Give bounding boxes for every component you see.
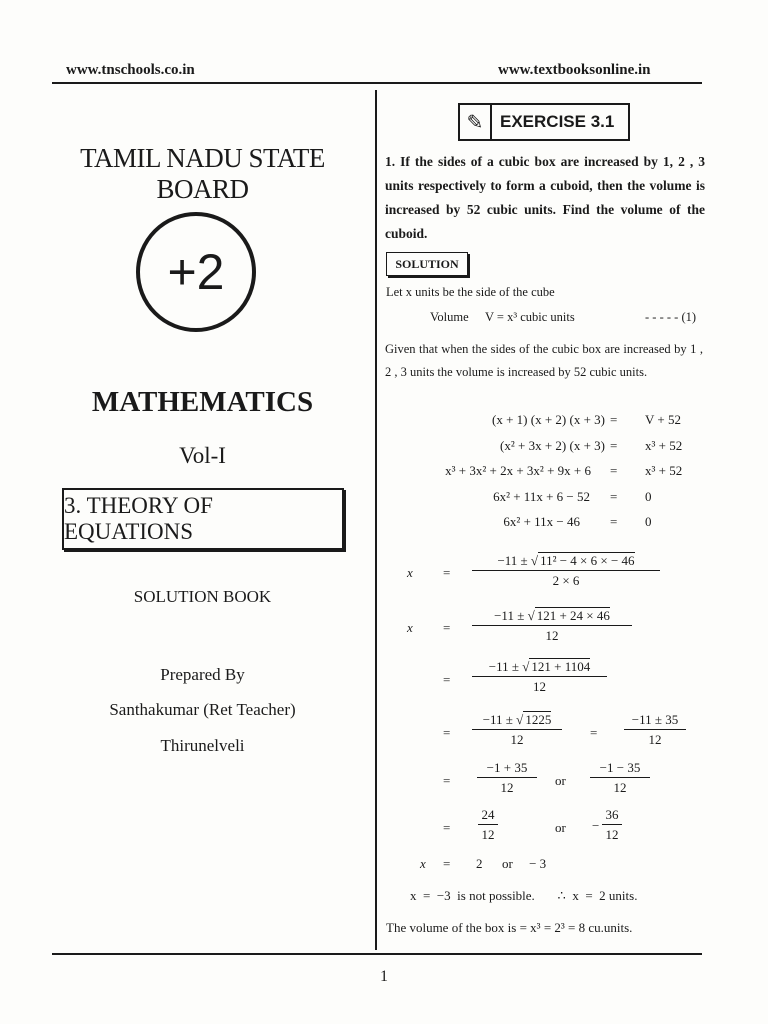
book-type: SOLUTION BOOK <box>133 587 272 606</box>
fraction: $\frac{-11 \pm √ 121 + 1104}{12}$ <box>472 659 607 695</box>
numerator: 24 <box>478 807 498 825</box>
variable-x: x <box>420 856 426 871</box>
equals-sign: = <box>590 725 598 740</box>
numerator-prefix: −11 ± <box>494 608 525 623</box>
radicand: 121 + 24 × 46 <box>536 608 610 623</box>
equation-rhs: V + 52 <box>645 412 681 427</box>
author-place: Thirunelveli <box>160 736 245 755</box>
numerator: −11 ± 35 <box>624 712 686 730</box>
radicand: 11² − 4 × 6 × − 46 <box>540 553 635 568</box>
equation-lhs: (x + 1) (x + 2) (x + 3) <box>492 412 605 427</box>
let-statement: Let x units be the side of the cube <box>386 285 555 299</box>
radicand: 121 + 1104 <box>531 659 591 674</box>
denominator: 12 <box>613 780 627 795</box>
given-paragraph: Given that when the sides of the cubic box are increased by 1 , 2 , 3 units the volume is increased by 52 cubic units. <box>385 342 703 379</box>
fraction <box>624 712 686 748</box>
chapter-box <box>62 488 344 550</box>
grade-label: +2 <box>167 244 225 300</box>
equals-sign: = <box>443 725 451 740</box>
page-number: 1 <box>380 968 388 985</box>
header-left-site: www.tnschools.co.in <box>66 62 195 78</box>
equation-lhs: (x² + 3x + 2) (x + 3) <box>500 438 605 453</box>
column-divider <box>375 90 377 950</box>
denominator: 2 × 6 <box>552 573 580 588</box>
equation-op: = <box>610 514 618 529</box>
grade-circle <box>136 212 256 332</box>
minus-sign: − <box>592 818 600 833</box>
denominator: 12 <box>533 679 546 694</box>
numerator: 36 <box>602 807 622 825</box>
denominator: 12 <box>481 827 495 842</box>
chapter-title: 3. THEORY OF EQUATIONS <box>64 493 213 544</box>
equation-rhs: x³ + 52 <box>645 438 683 453</box>
pencil-icon: ✎ <box>460 105 492 139</box>
equals-sign: = <box>443 820 451 835</box>
exercise-box <box>458 103 630 141</box>
equation-op: = <box>610 463 618 478</box>
equation-op: = <box>610 438 618 453</box>
equals-sign: = <box>443 856 451 871</box>
fraction <box>477 760 537 796</box>
equation-lhs: x³ + 3x² + 2x + 3x² + 9x + 6 <box>445 463 591 478</box>
numerator-prefix: −11 ± <box>488 659 519 674</box>
denominator: 12 <box>545 628 559 643</box>
header-rule <box>52 82 702 84</box>
variable-x: x <box>407 620 413 635</box>
volume-word: Volume <box>430 310 469 324</box>
denominator: 12 <box>605 827 619 842</box>
fraction: $\frac{-11 \pm √ 1225}{12}$ <box>472 712 562 748</box>
roots: 2 or − 3 <box>476 856 547 871</box>
or-word: or <box>555 773 566 788</box>
volume-label: Vol-I <box>179 443 226 468</box>
fraction: $\frac{-11 \pm √ 121 + 24 \times 46}{12}$ <box>472 608 632 644</box>
author-name: Santhakumar (Ret Teacher) <box>109 700 296 719</box>
final-answer: The volume of the box is = x³ = 2³ = 8 cu.units. <box>386 920 633 935</box>
denominator: 12 <box>648 732 662 747</box>
fraction <box>478 807 498 843</box>
equals-sign: = <box>443 565 451 580</box>
denominator: 12 <box>500 780 514 795</box>
prepared-by: Prepared By <box>160 665 245 684</box>
equation-ref: - - - - - (1) <box>645 310 697 324</box>
fraction <box>602 807 622 843</box>
conclusion: x = −3 is not possible. ∴ x = 2 units. <box>410 888 638 903</box>
numerator: −1 − 35 <box>590 760 650 778</box>
equation-op: = <box>610 412 618 427</box>
equals-sign: = <box>443 773 451 788</box>
fraction: $\frac{\text{−11 ± √ 11² − 4 × 6 × − 46}}{2 \times 6}$ <box>472 553 660 589</box>
equation-rhs: 0 <box>645 514 652 529</box>
volume-equation: V = x³ cubic units <box>485 310 575 324</box>
fraction <box>590 760 650 796</box>
equation-lhs: 6x² + 11x + 6 − 52 <box>493 489 590 504</box>
denominator: 12 <box>510 732 524 747</box>
radicand: 1225 <box>525 712 552 727</box>
subject-title: MATHEMATICS <box>91 386 314 418</box>
equation-lhs: 6x² + 11x − 46 <box>503 514 580 529</box>
or-word: or <box>555 820 566 835</box>
numerator-prefix: −11 ± <box>482 712 513 727</box>
equals-sign: = <box>443 672 451 687</box>
numerator: −1 + 35 <box>477 760 537 778</box>
solution-label: SOLUTION <box>386 252 468 276</box>
numerator-prefix: −11 ± <box>497 553 528 568</box>
equals-sign: = <box>443 620 451 635</box>
header-right-site: www.textbooksonline.in <box>498 62 651 78</box>
question-text: 1. If the sides of a cubic box are increased by 1, 2 , 3 units respectively to form a cuboid, then the volume is increased by 52 cubic units. Find the volume of the cuboid. <box>385 154 705 241</box>
exercise-title: EXERCISE 3.1 <box>500 112 615 131</box>
equation-rhs: 0 <box>645 489 652 504</box>
variable-x: x <box>407 565 413 580</box>
equation-op: = <box>610 489 618 504</box>
equation-rhs: x³ + 52 <box>645 463 683 478</box>
board-title: TAMIL NADU STATE BOARD <box>80 143 325 204</box>
footer-rule <box>52 953 702 955</box>
